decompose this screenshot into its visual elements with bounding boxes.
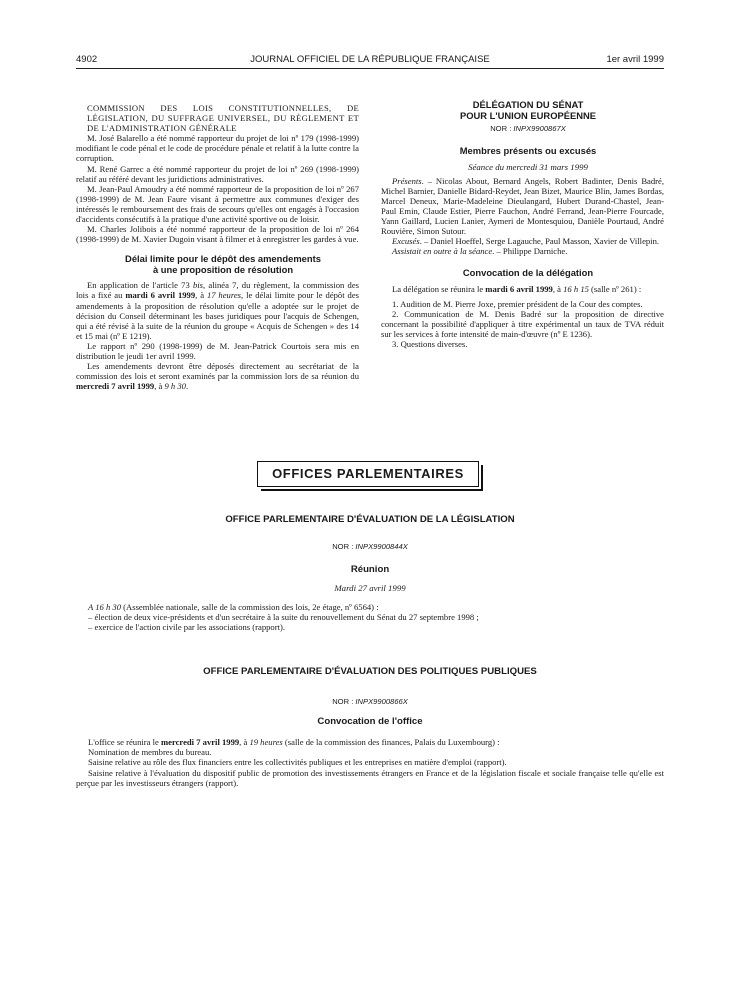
commission-heading: COMMISSION DES LOIS CONSTITUTIONNELLES, DE LÉGISLATION, DU SUFFRAGE UNIVERSEL, DU RÈGLEMENT ET DE L'ADMINISTRATION GÉNÉRALE bbox=[87, 103, 359, 134]
left-column bbox=[76, 103, 359, 391]
delegation-title-line1: DÉLÉGATION DU SÉNAT bbox=[472, 99, 584, 110]
offices-title: OFFICES PARLEMENTAIRES bbox=[272, 466, 464, 481]
office1-line: – exercice de l'action civile par les associations (rapport). bbox=[88, 622, 285, 633]
nomination-paragraph: M. René Garrec a été nommé rapporteur du projet de loi nº 269 (1998-1999) relatif au référé devant les juridictions administratives. bbox=[76, 163, 359, 184]
header-rule bbox=[76, 68, 664, 69]
office1-nor: NOR : INPX9900844X bbox=[332, 542, 408, 551]
office1-body bbox=[76, 602, 664, 633]
rapport-paragraph: Le rapport nº 290 (1998-1999) de M. Jean-Patrick Courtois sera mis en distribution le jeudi 1er avril 1999. bbox=[76, 340, 359, 361]
office2-body bbox=[76, 737, 664, 788]
membres-heading: Membres présents ou excusés bbox=[459, 145, 597, 157]
agenda-item: 3. Questions diverses. bbox=[392, 339, 468, 350]
office2-convocation: Convocation de l'office bbox=[317, 716, 423, 727]
amendements-paragraph: Les amendements devront être déposés directement au secrétariat de la commission des lois et seront examinés par la commission lors de sa réunion du mercredi 7 avril 1999, à 9 h 30. bbox=[76, 361, 359, 392]
header-date: 1er avril 1999 bbox=[606, 54, 664, 65]
office1-line: A 16 h 30 (Assemblée nationale, salle de la commission des lois, 2e étage, nº 6564) : bbox=[88, 602, 379, 612]
office2-paragraph: L'office se réunira le mercredi 7 avril 1999, à 19 heures (salle de la commission des finances, Palais du Luxembourg) : bbox=[88, 737, 500, 747]
office2-paragraph: Nomination de membres du bureau. bbox=[88, 747, 212, 758]
office2-title: OFFICE PARLEMENTAIRE D'ÉVALUATION DES POLITIQUES PUBLIQUES bbox=[203, 666, 537, 677]
seance-date: Séance du mercredi 31 mars 1999 bbox=[468, 161, 588, 172]
office2-nor: NOR : INPX9900866X bbox=[332, 697, 408, 706]
delegation-title-line2: POUR L'UNION EUROPÉENNE bbox=[459, 109, 597, 121]
nomination-paragraph: M. José Balarello a été nommé rapporteur du projet de loi nº 179 (1998-1999) modifiant le code pénal et le code de procédure pénale et relatif à la lutte contre la corruption. bbox=[76, 133, 359, 164]
offices-box bbox=[257, 461, 483, 491]
convocation-paragraph: La délégation se réunira le mardi 6 avril 1999, à 16 h 15 (salle nº 261) : bbox=[392, 283, 642, 294]
nomination-paragraph: M. Charles Jolibois a été nommé rapporteur de la proposition de loi nº 264 (1998-1999) de M. Xavier Dugoin visant à filmer et à enregistrer les gardes à vue. bbox=[76, 224, 359, 245]
box-frame bbox=[257, 461, 479, 487]
nor-reference: NOR : INPX9900867X bbox=[490, 124, 566, 133]
office2-paragraph: Saisine relative à l'évaluation du dispositif public de promotion des investissements étrangers en France et de la législation fiscale et sociale française telle qu'elle est perçue par les investisseurs étrangers (rapport). bbox=[76, 767, 664, 788]
agenda-item: 1. Audition de M. Pierre Joxe, premier président de la Cour des comptes. bbox=[392, 299, 643, 310]
excuses-paragraph: Excusés. – Daniel Hoeffel, Serge Lagauche, Paul Masson, Xavier de Villepin. bbox=[392, 236, 660, 247]
delai-paragraph: En application de l'article 73 bis, alinéa 7, du règlement, la commission des lois a fixé au mardi 6 avril 1999, à 17 heures, le délai limite pour le dépôt des amendements à la proposition de résolution qu'elle a adoptée sur le projet de décision du Conseil déterminant les bases juridiques pour l'acquis de Schengen, qui a été révisé à la suite de la réunion du groupe « Acquis de Schengen » des 14 et 15 mai (nº E 1219). bbox=[76, 280, 359, 341]
office1-title: OFFICE PARLEMENTAIRE D'ÉVALUATION DE LA LÉGISLATION bbox=[225, 514, 515, 525]
convocation-heading: Convocation de la délégation bbox=[462, 267, 594, 279]
right-column bbox=[381, 100, 664, 350]
office2-paragraph: Saisine relative au rôle des flux financiers entre les collectivités publiques et les entreprises en matière d'emploi (rapport). bbox=[88, 757, 507, 768]
delai-heading-line1: Délai limite pour le dépôt des amendements bbox=[125, 253, 321, 265]
presents-paragraph: Présents. – Nicolas About, Bernard Angels, Robert Badinter, Denis Badré, Michel Barnier, Danielle Bidard-Reydet, Jean Bizet, Maurice Blin, James Bordas, Marcel Deneux, Marie-Madeleine Dieulangard, Hubert Durand-Chastel, Jean-Paul Emin, Claude Estier, Pierre Fauchon, André Ferrand, Jean-Pierre Fourcade, Yann Gaillard, Lucien Lanier, Aymeri de Montesquiou, Danièle Pourtaud, André Rouvière, Simon Sutour. bbox=[381, 175, 664, 237]
agenda-item: 2. Communication de M. Denis Badré sur la proposition de directive concernant la possibilité d'appliquer à titre expérimental un taux de TVA réduit sur les services à forte intensité de main-d'œuvre (nº E 1236). bbox=[381, 309, 664, 340]
assistait-paragraph: Assistait en outre à la séance. – Philippe Darniche. bbox=[392, 246, 568, 257]
office1-line: – élection de deux vice-présidents et d'un secrétaire à la suite du renouvellement du Sénat du 27 septembre 1998 ; bbox=[88, 612, 479, 623]
journal-title: JOURNAL OFFICIEL DE LA RÉPUBLIQUE FRANÇAISE bbox=[250, 54, 490, 65]
office1-reunion: Réunion bbox=[350, 564, 390, 575]
page-number: 4902 bbox=[76, 54, 98, 65]
delai-heading-line2: à une proposition de résolution bbox=[152, 263, 294, 275]
office1-date: Mardi 27 avril 1999 bbox=[334, 583, 406, 593]
nomination-paragraph: M. Jean-Paul Amoudry a été nommé rapporteur de la proposition de loi nº 267 (1998-1999) de M. Jean Faure visant à permettre aux communes d'exiger des intéressés le remboursement des frais de secours qu'elles ont engagés à l'occasion d'accidents consécutifs à la pratique d'une activité sportive ou de loisir. bbox=[76, 183, 359, 225]
